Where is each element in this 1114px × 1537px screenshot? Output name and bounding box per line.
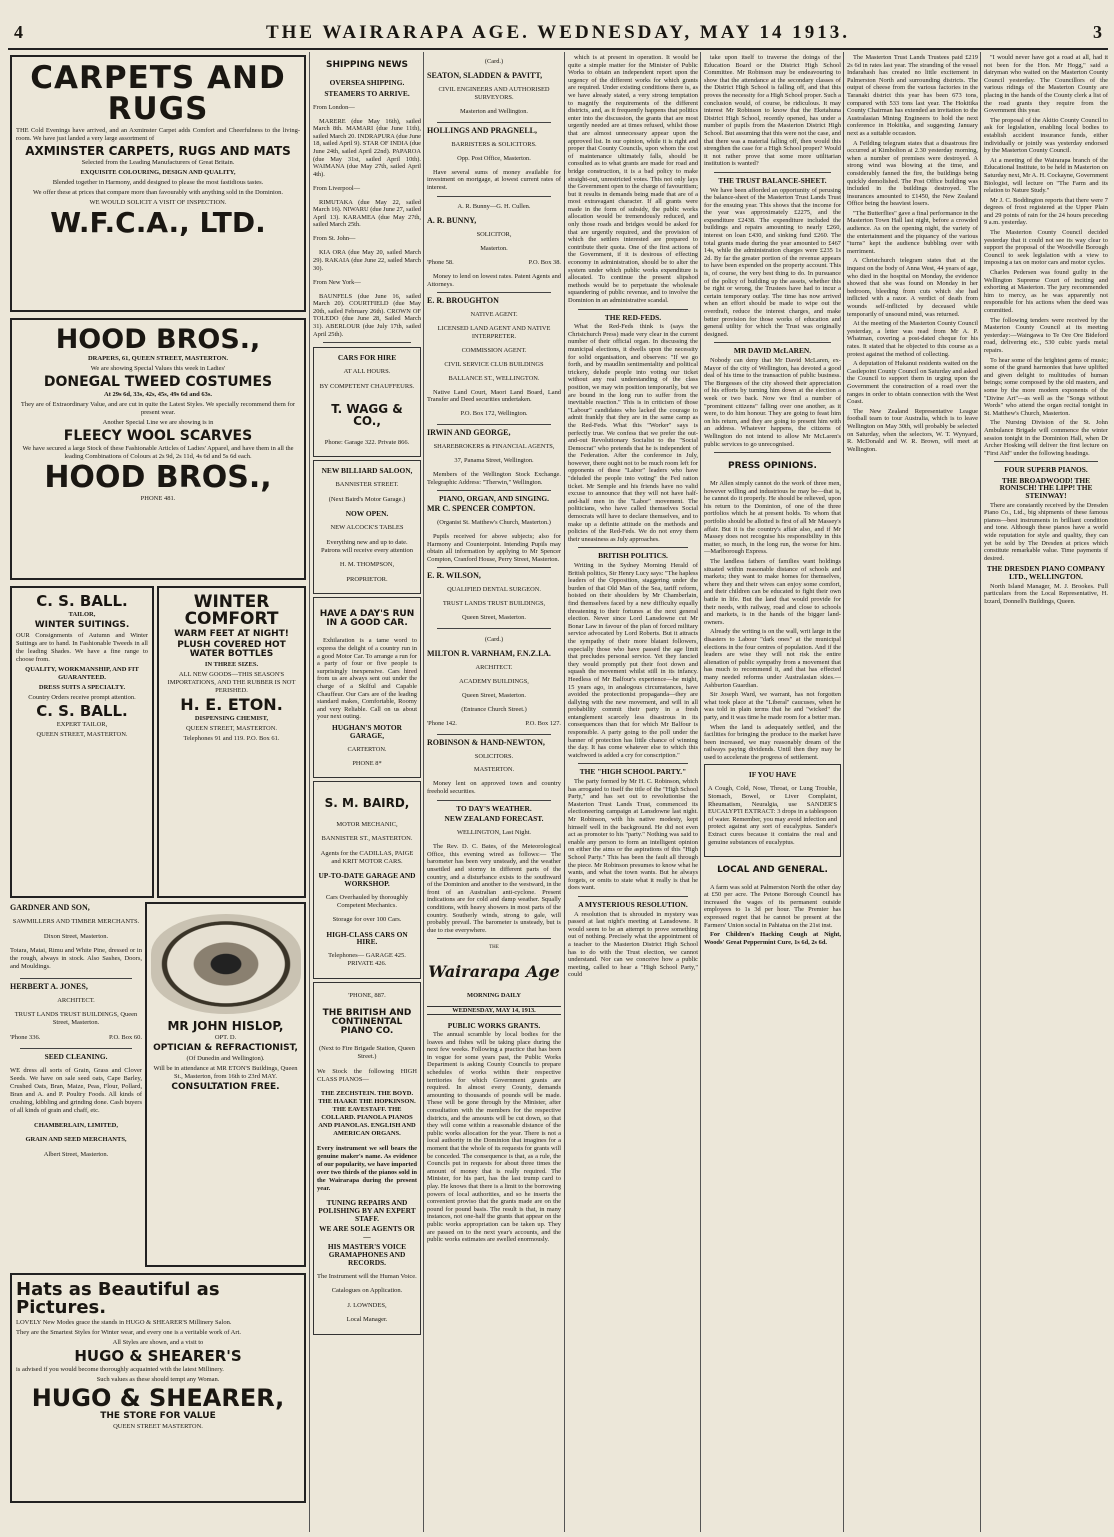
hislop-deg: OPT. D.	[214, 1034, 237, 1041]
divider	[437, 490, 551, 491]
piano-tuning: TUNING REPAIRS AND POLISHING BY AN EXPERT STAFF.	[318, 1198, 416, 1223]
column-rule	[423, 52, 424, 1532]
piano-lowndes: J. LOWNDES,	[347, 1301, 387, 1309]
seed-body: WE dress all sorts of Grain, Grass and Clover Seeds. We have on sale seed oats, Cape Barley, Crushed Oats, Bran, Maize, Peas, Flour, Pollard, Bran and A. and P. Poultry Foods. All kinds of crushing, kibbling and grinding done. Cash buyers of all kinds of grain and chaff, etc.	[10, 1067, 142, 1115]
carpets-ad	[10, 55, 306, 312]
divider	[437, 938, 551, 939]
piano-manager: Local Manager.	[346, 1316, 388, 1324]
varnham-contact	[427, 720, 561, 728]
hughan-phone: PHONE 8*	[352, 759, 382, 767]
robinson-body: Money lent on approved town and country freehold securities.	[427, 780, 561, 796]
billiard-thompson: H. M. THOMPSON,	[339, 561, 395, 569]
local-akitio: The proposal of the Akitio County Council to ask for legislation, enabling local bodies to establish accident insurance funds, either individually or jointly was yesterday endorsed by the Masterton County Council.	[984, 116, 1108, 155]
hugo-hats: Hats as Beautiful as Pictures.	[16, 1279, 220, 1318]
overseas-heading: OVERSEA SHIPPING.	[329, 78, 405, 87]
local-farm: At a meeting of the Wairarapa branch of the Educational Institute, to be held in Masterton on Saturday next, Mr A. H. Cockayne, Government Biologist, will lecture on "The Farm and its relation to Nature Study."	[984, 156, 1108, 195]
baird-telephones: Telephones— GARAGE 425. PRIVATE 426.	[328, 952, 406, 968]
ball-country: Country Orders receive prompt attention.	[28, 694, 136, 701]
hugo-name: HUGO & SHEARER'S	[74, 1347, 242, 1365]
irwin-body: Members of the Wellington Stock Exchange. Telegraphic Address: "Therwin," Wellington.	[427, 471, 561, 486]
broughton-ballance: BALLANCE ST., WELLINGTON.	[448, 374, 540, 382]
hughan-ad	[313, 597, 421, 777]
small-ads-row	[10, 902, 306, 1267]
varnham-entr: (Entrance Church Street.)	[461, 705, 527, 713]
irwin-name: IRWIN AND GEORGE,	[427, 428, 511, 438]
stjohn-label: From St. John—	[313, 235, 356, 243]
irwin-trade: SHAREBROKERS & FINANCIAL AGENTS,	[433, 443, 555, 451]
local-county: At the meeting of the Masterton County Council yesterday, a letter was read from Mr A. P. Whatman, covering a post-dated cheque for his rates. It stated that he objected to this course as a protest against the method of collecting.	[847, 320, 978, 358]
page-number: 4	[14, 22, 23, 42]
jones-name: HERBERT A. JONES,	[10, 981, 88, 991]
piano-sole: WE ARE SOLE AGENTS OR—	[319, 1224, 415, 1241]
mystery-heading: A MYSTERIOUS RESOLUTION.	[578, 899, 688, 909]
carpets-exquisite: EXQUISITE COLOURING, DESIGN AND QUALITY,	[80, 169, 236, 176]
eton-goods: ALL NEW GOODS—THIS SEASON'S IMPORTATIONS, AND THE RUBBER IS NOT PERISHED.	[167, 671, 296, 694]
local-council: The Masterton County Council decided yesterday that it could not see its way clear to support the proposal of the Woodville Borough Council to seek legislation with a view to imposing a tax on motor cars and motor cycles.	[984, 229, 1108, 267]
varnham-name: MILTON R. VARNHAM, F.N.Z.I.A.	[427, 648, 551, 658]
eton-plush: PLUSH COVERED HOT WATER BOTTLES	[177, 640, 286, 659]
baird-ad	[313, 781, 421, 979]
billiard-open: NOW OPEN.	[345, 509, 389, 519]
varnham-trade: ARCHITECT.	[475, 663, 513, 671]
varnham-bldg: ACADEMY BUILDINGS,	[459, 677, 529, 685]
eton-ad	[157, 586, 306, 898]
divider	[994, 461, 1098, 462]
local-tenders: The following tenders were received by the Masterton County Council at its meeting yesterday:—Waingawa to Te Ore Ore Bideford road, delivering etc., 530 cubic yards metal repairs.	[984, 316, 1108, 354]
billiard-street: BANNISTER STREET.	[335, 481, 399, 489]
wilson-bldg: TRUST LANDS TRUST BUILDINGS,	[442, 600, 546, 608]
bunny-box: P.O. Box 38.	[528, 258, 561, 266]
local-hogg: "I would never have got a road at all, had it not been for the Hon. Mr Hogg," said a dairyman who waited on the Masterton County Council yesterday. The Councillors of the various ridings of the Masterton County are placing in the hands of the County clerk a list of the road grants they require from the Government this year.	[984, 54, 1108, 115]
broughton-name: E. R. BROUGHTON	[427, 296, 499, 306]
broughton-box: P.O. Box 172, Wellington.	[460, 410, 528, 418]
divider	[437, 567, 551, 568]
local-body: A farm was sold at Palmerston North the other day at £50 per acre. The Petone Borough Council has increased the wages of its permanent outside employees to 1s 3d per hour. The Premier has expressed regret that he cannot be present at the Farmers' Union social in Pahiatua on the 21st inst.	[704, 883, 841, 929]
baird-agents: Agents for the CADILLAS, PAIGE and KRIT MOTOR CARS.	[320, 849, 414, 865]
carpets-firm: W.F.C.A., LTD.	[50, 206, 266, 239]
london-text: MARERE (due May 16th), sailed March 8th. MAMARI (due June 11th), sailed March 20. INDRAPURA (due June 18, sailed April 9). STAR OF INDIA (due June 24th, sailed April 22nd). PAPAROA (due May 31st, sailed April 10th). WAIMANA (due May 27th, sailed April 4th).	[313, 117, 421, 178]
arrive-heading: STEAMERS TO ARRIVE.	[324, 88, 410, 98]
wagg-phone: Phone: Garage 322. Private 866.	[324, 438, 410, 446]
cars-hours: AT ALL HOURS.	[343, 368, 391, 376]
bunny-name: A. R. BUNNY,	[427, 216, 477, 226]
hislop-ad	[145, 902, 306, 1267]
column-local-general	[847, 52, 978, 1532]
liverpool-text: RIMUTAKA (due May 22, sailed March 16). NIWARU (due June 27, sailed April 13). KARAMEA (due May 27th, sailed March 25th.	[313, 198, 421, 229]
cs-ball-ad	[10, 586, 154, 898]
local-heading: LOCAL AND GENERAL.	[717, 864, 828, 875]
hughan-name: HUGHAN'S MOTOR GARAGE,	[332, 722, 402, 740]
bunny-loc: Masterton.	[480, 245, 508, 252]
hood-bros-ad	[10, 318, 306, 580]
carpets-intro: THE Cold Evenings have arrived, and an Axminster Carpet adds Comfort and Cheerfulness to the living-room. We have just landed a very large assortment of	[16, 127, 300, 142]
hugo-such: Such values as these should tempt any Woman.	[96, 1376, 220, 1383]
hsp-heading: THE "HIGH SCHOOL PARTY."	[579, 767, 687, 777]
jones-contact	[10, 1034, 142, 1042]
divider	[437, 734, 551, 735]
piano-co-name: THE BRITISH AND CONTINENTAL PIANO CO.	[322, 1008, 412, 1037]
column-advertisements	[8, 52, 308, 1532]
paper-the: THE	[489, 945, 499, 951]
column-shipping	[313, 52, 421, 1532]
hood-prices: At 29s 6d, 33s, 42s, 45s, 49s 6d and 63s.	[104, 391, 212, 398]
hollings-addr: Opp. Post Office, Masterton.	[457, 154, 531, 162]
spencer-name: MR C. SPENCER COMPTON.	[427, 503, 536, 513]
seaton-trade: CIVIL ENGINEERS AND AUTHORISED SURVEYORS.	[438, 86, 550, 101]
paper-date: WEDNESDAY, MAY 14, 1913.	[427, 1006, 561, 1016]
hood-phone: PHONE 481.	[140, 495, 176, 502]
hugo-street: QUEEN STREET MASTERTON.	[113, 1423, 203, 1430]
ball-street: QUEEN STREET, MASTERTON.	[36, 731, 128, 738]
hood-value: They are of Extraordinary Value, and are cut in quite the Latest Styles. We specially recommend them for present wear.	[20, 401, 296, 416]
mclaren-heading: MR DAVID McLAREN.	[733, 346, 812, 356]
weather-dateline: WELLINGTON, Last Night.	[456, 829, 532, 837]
column-rule	[309, 52, 310, 1532]
divider	[714, 172, 831, 173]
hood-donegal: DONEGAL TWEED COSTUMES	[43, 374, 273, 390]
robinson-trade: SOLICITORS.	[474, 752, 514, 760]
billiard-tables: NEW ALCOCK'S TABLES	[330, 524, 404, 532]
hugo-advised: is advised if you would become thoroughly acquainted with the latest Millinery.	[16, 1366, 224, 1373]
page-corner-mark: 3	[1093, 22, 1102, 42]
dresden-addr: North Island Manager, M. J. Brookes. Full particulars from the Local Representative, H. Izzard, Donnell's Buildings, Queen.	[984, 582, 1108, 605]
local-pedersen: Charles Pedersen was found guilty in the Wellington Supreme Court of inciting and exhorting at Masterton. The jury recommended him to mercy, as he was apparently not responsible for his actions when the deed was committed.	[984, 269, 1108, 314]
eton-sizes: IN THREE SIZES.	[204, 661, 259, 668]
hood-name: HOOD BROS.,	[55, 324, 261, 355]
spencer-body: Pupils received for above subjects; also for Harmony and Counterpoint. Intending Pupils may obtain all information by applying to Mr Spencer Compton, Cranford House, Perry Street, Masterton.	[427, 532, 561, 563]
card-label-2: (Card.)	[484, 635, 504, 643]
baird-overhauled: Cars Overhauled by thoroughly Competent Mechanics.	[325, 893, 409, 909]
hugo-smartest: They are the Smartest Styles for Winter wear, and every one is a veritable work of Art.	[16, 1329, 241, 1336]
local-music: To hear some of the brightest gems of music; some of the grand harmonies that have uplifted and given delight to multitudes of human beings; some composed by the old masters, and some by the more modern exponents of the "Divine Art"—as well as the "Songs without Words" who attend the organ recital tonight in St. Matthew's Church, Masterton.	[984, 356, 1108, 417]
ball-name-2: C. S. BALL.	[36, 702, 128, 720]
gardner-name: GARDNER AND SON,	[10, 903, 90, 912]
bunny-money: Money to lend on lowest rates. Patent Agents and Attorneys.	[427, 272, 561, 288]
wagg-name: T. WAGG & CO.,	[331, 401, 403, 428]
pwg-heading: PUBLIC WORKS GRANTS.	[447, 1020, 541, 1030]
column-rule	[980, 52, 981, 1532]
hugo-shearer-ad	[10, 1273, 306, 1503]
eton-street: QUEEN STREET, MASTERTON.	[185, 725, 278, 732]
hislop-consult: CONSULTATION FREE.	[171, 1082, 280, 1092]
ball-name: C. S. BALL.	[36, 592, 128, 610]
ifyou-heading: IF YOU HAVE	[748, 770, 797, 780]
hugo-name-2: HUGO & SHEARER,	[31, 1384, 285, 1412]
piano-co-ad	[313, 982, 421, 1335]
carpets-sub: AXMINSTER CARPETS, RUGS AND MATS	[25, 144, 291, 158]
divider	[578, 763, 688, 764]
redfeds-heading: THE RED-FEDS.	[604, 312, 662, 322]
liverpool-label: From Liverpool—	[313, 184, 361, 192]
bunny-names: A. R. Bunny—G. H. Cullen.	[457, 203, 531, 211]
hollings-trade: BARRISTERS & SOLICITORS.	[451, 140, 537, 148]
ball-expert: EXPERT TAILOR,	[56, 721, 108, 728]
pwg-continued: which is at present in operation. It would be quite a simple matter for the Minister of Public Works to obtain an independent report upon the urgency of the different works for which grants are required. Under existing conditions there is, as we have already stated, a very strong temptation to magnify the requirements of the different districts, and, as it frequently happens that politics enter into the discussion, the grants that are most urgently needed are at times refused, whilst those that are almost unnecessary appear upon the approved list. In our opinion, while it is right and proper that County Councils, upon whom the cost of maintenance ultimately falls, should be consulted as to what grants are made for road and bridge construction, it is a bad policy to make straight-out, unrestricted votes. This not only lays the Government open to the charge of favouritism; but it results in demands being made that are of a most extravagant character. If all grants were made in the form of subsidy, the public works allocation would be tremendously reduced, and only those roads and bridges would be asked for that are urgently required, and the provision of which the settlers interested are prepared to contribute their quota. One of the first actions of the Government, if it is desirous of effecting economy in administration, should be to alter the system under which public works expenditure is allocated. To continue the present slipshod methods would be to perpetuate the wholesale squandering of public revenue, and to involve the Dominion in an administrative scandal.	[568, 54, 698, 304]
spencer-heading: PIANO, ORGAN, AND SINGING.	[438, 494, 550, 504]
jones-box: P.O. Box 60.	[108, 1033, 142, 1041]
piano-hmv: HIS MASTER'S VOICE GRAMAPHONES AND RECORDS.	[327, 1242, 407, 1267]
local-fire: A Feilding telegram states that a disastrous fire occurred at Kimbolton at 2.30 yesterday morning, when a number of premises were destroyed. A strong wind was blowing at the time, and considerably fanned the fire, the buildings being quickly demolished. The Post Office building was included in the buildings destroyed. The insurances amounted to £1450, the New Zealand Office being the heaviest losers.	[847, 139, 978, 208]
seed-street: Albert Street, Masterton.	[43, 1150, 109, 1158]
spencer-org: (Organist St. Matthew's Church, Masterton.)	[437, 518, 551, 526]
varnham-box: P.O. Box 127.	[525, 719, 561, 727]
piano-every: Every instrument we sell bears the genuine maker's name. As evidence of our popularity, we have imported over two thirds of the pianos sold in the Wairarapa during the present year.	[317, 1144, 417, 1192]
ball-eton-row	[10, 586, 306, 898]
hugo-lovely: LOVELY New Modes grace the stands in HUGO & SHEARER'S Millinery Salon.	[16, 1319, 232, 1326]
hood-name-2: HOOD BROS.,	[44, 460, 272, 495]
piano-instrument: The Instrument will the Human Voice.	[317, 1272, 417, 1280]
hsp-body: The party formed by Mr H. C. Robinson, which has arrogated to itself the title of the "High School Party," and has set out to revolutionise the Masterton Trust Lands Trust, commenced its electioneering campaign at Lansdowne last night. Mr Robinson, with his native modesty, kept himself well in the background. He did not even act as promoter to his "party." Nothing was said to enable any person to form an intelligent opinion on either the aims or the aspirations of this "High School Party." This has been the fault all through the piece. Mr Robinson presumes to know what he wants, and what the town wants. But he always forgets, or omits to state what it really is that he does want.	[568, 778, 698, 892]
hood-secured: We have secured a large Stock of these Fashionable Articles of Ladies' Apparel, and have them in all the leading Combinations of Colours at 2s 9d, 2s 11d, 4s 6d and 5s 6d each.	[22, 445, 294, 460]
local-ambulance: The Nursing Division of the St. John Ambulance Brigade will commence the winter session tonight in the Dominion Hall, when Dr Archer Hosking will deliver the first lecture on "First Aid" under the following headings.	[984, 419, 1108, 457]
jones-trade: ARCHITECT.	[57, 996, 95, 1004]
piano-catalogues: Catalogues on Application.	[331, 1287, 403, 1295]
hood-address: DRAPERS, 61, QUEEN STREET, MASTERTON.	[87, 355, 229, 362]
hislop-name: MR JOHN HISLOP,	[167, 1019, 284, 1033]
hugo-store: THE STORE FOR VALUE	[100, 1411, 216, 1421]
baird-hiclass: HIGH-CLASS CARS ON HIRE.	[326, 929, 408, 947]
broughton-civil: CIVIL SERVICE CLUB BUILDINGS	[444, 360, 544, 368]
ball-dress: DRESS SUITS A SPECIALTY.	[38, 684, 126, 691]
gardner-body: Totara, Matai, Rimu and White Pine, dressed or in the rough, always in stock. Also Sashes, Doors, and Mouldings.	[10, 947, 142, 971]
stjohn-text: KIA ORA (due May 20, sailed March 29). RAKAIA (due June 22, sailed March 30).	[313, 249, 421, 272]
local-football: The New Zealand Representative League football team to tour Australia, which is to leave Wellington on May 30th, will probably be selected on Saturday, when the selectors, W. T. Wynyard, R. McDonald and W. R. Brown, will meet at Wellington.	[847, 407, 978, 453]
hughan-town: CARTERTON.	[347, 745, 387, 753]
local-christchurch: A Christchurch telegram states that at the inquest on the body of Anna West, 44 years of age, who died in the hospital on Monday, the evidence showed that she was found on Monday in her bedroom, bleeding from cuts which she had inflicted with a razor. A verdict of death from wounds self-inflicted by deceased while temporarily of unsound mind, was returned.	[847, 257, 978, 318]
eton-phone: Telephones 91 and 119. P.O. Box 61.	[183, 735, 280, 742]
column-rule	[700, 52, 701, 1532]
local-butterflies: "The Butterflies" gave a final performance in the Masterton Town Hall last night, before a crowded audience. As on the opening night, the variety of the entertainment and the piquancy of the various "turns" kept the audience bubbling over with merriment.	[847, 209, 978, 255]
baird-uptodate: UP-TO-DATE GARAGE AND WORKSHOP.	[318, 871, 416, 888]
weather-forecast: NEW ZEALAND FORECAST.	[444, 814, 544, 824]
hollings-name: HOLLINGS AND PRAGNELL,	[427, 125, 538, 135]
divider	[437, 196, 551, 197]
wagg-ad	[313, 347, 421, 457]
bunny-contact	[427, 259, 561, 267]
local-items-1: The Masterton Trust Lands Trustees paid £219 2s 6d in rates last year. The stranding of the vessel Indarahash has created no little excitement in Palmerston North and surrounding districts. The output of cheese from the various factories in the Taranaki district this year has been 673 tons, compared with 533 tons last year. The Hokitika County Chairman has extended an invitation to the Australasian Mining Engineers to hold the next conference in Hokitika, and suggesting January next as a suitable occasion.	[847, 54, 978, 137]
press-already: Already the writing is on the wall, writ large in the disasters to Labour "dark ones" at the municipal elections in the four centres of population. And if the leaders are wise they will not risk the entire alienation of public sympathy from a movement that has much to recommend it, and that has effected many needed reforms under Australasian skies.—Ashburton Guardian.	[704, 628, 841, 689]
jones-building: TRUST LANDS TRUST BUILDINGS, Queen Street, Masterton.	[14, 1011, 138, 1027]
london-label: From London—	[313, 103, 355, 111]
hollings-body: Have several sums of money available for investment on mortgage, at lowest current rates of interest.	[427, 168, 561, 192]
mystery-body: A resolution that is shrouded in mystery was passed at last night's meeting at Lansdowne. It would seem to be an attempt to prove something out of nothing. Precisely what the appointment of a teacher to the Masterton District High School has to do with the Trust election, we cannot understand. Nor can we conceive how a public meeting, called to hear a "High School Party," could	[568, 910, 698, 979]
eton-warm: WARM FEET AT NIGHT!	[174, 629, 289, 639]
column-rule	[564, 52, 565, 1532]
carpets-blended: Blended together in Harmony, andd designed to please the most fastidious tastes.	[52, 179, 264, 186]
wilson-name: E. R. WILSON,	[427, 571, 481, 581]
divider	[323, 342, 411, 343]
mclaren-body: Nobody can deny that Mr David McLaren, ex-Mayor of the city of Wellington, has devoted a good deal of his time to the transaction of public business. The Burgesses of the city showed their appreciation of his efforts by turning him down at the election a week or two back. Now we find a number of "prominent citizens" falling over one another, as it were, to do him honour. They are going to feast him on his return, and they are going to present him with an address. Whatever happens, the citizens of Wellington do not intend to allow Mr McLaren's public services to go unrecognised.	[704, 356, 841, 448]
ball-winter: WINTER SUITINGS.	[34, 620, 130, 630]
redfeds-body: What the Red-Feds think is (says the Christchurch Press) made very clear in the current number of their official organ. In discussing the municipal elections, it dwells upon the necessity for solid organisation, and observes: "If we go forth, and by maudlin sentimentality and political trickery, delude people into voting our ticket without any real understanding of the class position, we may win position temporarily, but we are bound in the long run to suffer from the inevitable reaction." This is in criticism of those "Labour" candidates who lacked the courage to admit frankly that they are in the same camp as the Red-Feds. What this "Worker" says is perfectly true. We confess that we prefer the out-and-out Revolutionary Socialist to the "Social Democrat" who pretends that he is independent of the Federation. After the conference in July, however, there ought not to be much room left for opponents of these "Labor" leaders who have "deluded the people into voting" the Fed ration ticket. Mr Semple and his friends have no valid excuse to announce that they will not have half-and-half men in the "Labor" movement. The politicians, who have called themselves Social democrats will have to declare themselves, and to make up a definite attitude on the methods and policies of the Red-Feds. We do not envy them their uneasiness as July approaches.	[568, 323, 698, 543]
page-title: THE WAIRARAPA AGE. WEDNESDAY, MAY 14 1913.	[265, 22, 851, 43]
hood-showing: We are showing Special Values this week in Ladies'	[90, 365, 226, 372]
pianos-body: There are constantly received by the Dresden Piano Co., Ltd., big shipments of these famous pianos—best instruments in brilliant condition and tone. Although these pianos have a world wide reputation for style and quality, they can yet be sold by The Dresden at prices which constitute remarkable value. Time payments if desired.	[984, 501, 1108, 562]
billiard-ad	[313, 460, 421, 594]
newyork-text: BAUNFELS (due June 16, sailed March 20). COURTFIELD (due May 20th, sailed February 26th). CROWN OF TOLEDO (due June 28, Sailed March 31). ABERLOUR (due July 17th, sailed April 25th).	[313, 292, 421, 338]
ball-quality: QUALITY, WORKMANSHIP, AND FIT GUARANTEED.	[25, 666, 139, 681]
cars-heading: CARS FOR HIRE	[337, 353, 397, 363]
divider	[437, 628, 551, 629]
baird-storage: Storage for over 100 Cars.	[332, 916, 402, 924]
trust-body: We have been afforded an opportunity of perusing the balance-sheet of the Masterton Trust Lands Trust for the ensuing year. This shows that the income for the year was approximately £2275, and the expenditure £2438. The expenditure included the buildings and repairs amounting to nearly £260, interest on loan £430, and sinking fund £260. The total grants made during the year amounted to £467 14s, while the administration charges were £235 1s 2d. By far the greater portion of the revenue appears to have been expended on the property account. This is, of course, the very best thing to do. In pursuance of the policy of building up the assets, whether this be right or wrong, the Trustees have had to incur a certain temporary outlay. The time has now arrived when an effort should be made to wipe out the overdraft, reduce the interest charges, and make better provision for those works of education and general utility for which the Trust was originally designed.	[704, 186, 841, 338]
dresden-name: THE DRESDEN PIANO COMPANY LTD., WELLINGTON.	[986, 564, 1106, 581]
local-boddington: Mr J. C. Boddington reports that there were 7 degrees of frost registered at the Upper Plain and 29 points of rain for the 24 hours preceding 9 a.m. yesterday.	[984, 196, 1108, 227]
local-hukanui: A deputation of Hukanui residents waited on the Castlepoint County Council on Saturday and asked the Council to support them in urging upon the Government the construction of a road over the ranges in order to obtain connection with the West Coast.	[847, 360, 978, 406]
column-rule	[843, 52, 844, 1532]
divider	[437, 424, 551, 425]
children-cure: For Children's Hacking Cough at Night, Woods' Great Peppermint Cure, 1s 6d, 2s 6d.	[704, 931, 841, 946]
divider	[437, 122, 551, 123]
seed-firm: CHAMBERLAIN, LIMITED,	[34, 1121, 118, 1129]
bunny-trade: SOLICITOR,	[476, 231, 512, 239]
british-body: Writing in the Sydney Morning Herald of British politics, Sir Henry Lucy says: "The hapless leaders of the Opposition, staggering under the burden of that Old Man of the Sea, tariff reform, hoisted on their shoulders by Mr Chamberlain, find themselves faced by a new difficulty equally threatening to their fortunes at the next general election. Never since Lord Lansdowne cut Mr Bonar Law in favour of the plan of forced military service advocated by Lord Roberts. But it attracts the sympathy of their more blatant followers, especially those who have passed the age limit that precludes personal service. Yet they fancied they would promptly put their foot down and squash the movement whilst still in its infancy. Heedless of Mr Balfour's experience—he might, 15 years ago, in analogous circumstances, have avoided the protectionist propaganda—they are dallying with the new movement, and will in all probability commit their party in a fresh entanglement scarcely less disastrous in its consequences than that for which Mr Balfour is responsible. A party going to the poll under the banner of protection has little chance of winning the day. It has come whatever else to which this watchword is added a cry for conscription."	[568, 562, 698, 759]
billiard-proprietor: PROPRIETOR.	[346, 575, 388, 583]
seaton-loc: Masterton and Wellington.	[459, 107, 529, 115]
gardner-trade: SAWMILLERS AND TIMBER MERCHANTS.	[12, 918, 140, 926]
press-body: Mr Allen simply cannot do the work of three men, however willing and industrious he may be—that is, he cannot do it properly. He should be relieved, upon his return to the Dominion, of one of the three portfolios which he at present holds. To whom that portfolio should be allotted is first of all Mr Massey's affair. But it is the country's affair also, and if Mr Massey does not recognise his responsibility in this matter, so much, in the long run, the worse for him.—Marlborough Express.	[704, 480, 841, 556]
pianos-heading: FOUR SUPERB PIANOS.	[1004, 465, 1088, 475]
weather-body: The Rev. D. C. Bates, of the Meteorological Office, this evening wired as follows:— The barometer has been very unsteady, and the weather unsettled and stormy in different parts of the country, and a disturbance exists to the southward of the Dominion and another to the westward, in the front of an Australian anti-cyclone. Present indications are for cold and damp weather. Squally conditions, with heavy showers in most parts of the country. Southerly winds, strong to gale, will probably prevail. The barometer is unsteady, but is due to rise everywhere.	[427, 843, 561, 934]
eucalypti-ad	[704, 764, 841, 856]
paper-name: Wairarapa Age	[428, 961, 560, 981]
piano-stock: We Stock the following HIGH CLASS PIANOS—	[317, 1067, 417, 1083]
column-news	[704, 52, 841, 1532]
divider	[437, 800, 551, 801]
divider	[714, 452, 831, 453]
broughton-commission: COMMISSION AGENT.	[461, 346, 527, 354]
carpets-heading: CARPETS AND RUGS	[30, 60, 286, 127]
baird-trade: MOTOR MECHANIC,	[336, 820, 398, 828]
broughton-lic: LICENSED LAND AGENT AND NATIVE INTERPRETER.	[437, 325, 551, 340]
masthead	[8, 20, 1108, 50]
hood-fleecy: FLEECY WOOL SCARVES	[63, 428, 253, 444]
wilson-trade: QUALIFIED DENTAL SURGEON.	[447, 586, 541, 594]
ifyou-body: A Cough, Cold, Nose, Throat, or Lung Trouble, Stomach, Bowel, or Liver Complaint, Rheumatism, Neuralgia, use SANDER'S EUCALYPTI EXTRACT: 3 drops in a tablespoon of water. Remember, you may avoid infection and protect against any sort of eucalyptus. Sander's Extract cures because it contains the real and genuine substances of eucalyptus.	[708, 785, 837, 846]
column-professional-cards	[427, 52, 561, 1532]
hislop-trade: OPTICIAN & REFRACTIONIST,	[153, 1043, 298, 1053]
pianos-broadwood: THE BROADWOOD! THE RONISCH! THE LIPP! THE STEINWAY!	[999, 475, 1093, 501]
small-ads-left	[10, 902, 145, 1267]
piano-phone: 'PHONE, 887.	[348, 992, 386, 1000]
broughton-trade: NATIVE AGENT.	[470, 311, 518, 319]
carpets-solicit: WE WOULD SOLICIT A VISIT OF INSPECTION.	[89, 199, 227, 206]
piano-list: THE ZECHSTEIN. THE BOYD. THE HAAKE THE HOPKINSON. THE EAVESTAFF. THE COLLARD. PIANOLA PIANOS AND PIANOLAS. ENGLISH AND AMERICAN ORGANS.	[318, 1090, 416, 1138]
irwin-addr: 37, Panama Street, Wellington.	[454, 457, 534, 465]
divider	[578, 896, 688, 897]
column-editorial	[568, 52, 698, 1532]
trust-heading: THE TRUST BALANCE-SHEET.	[718, 175, 827, 185]
press-land: When the land is adequately settled, and the facilities for bringing the produce to the market have been increased, we may reasonably dream of the railways paying dividends. Until then they may be used to accelerate the progress of settlement.	[704, 723, 841, 761]
billiard-everything: Everything new and up to date. Patrons will receive every attention	[320, 538, 414, 554]
hugo-all: All Styles are shown, and a visit to	[112, 1339, 204, 1346]
varnham-loc: Queen Street, Masterton.	[462, 691, 526, 699]
baird-street: BANNISTER ST., MASTERTON.	[321, 835, 413, 843]
varnham-phone: 'Phone 142.	[427, 719, 457, 727]
run-heading: HAVE A DAY'S RUN IN A GOOD CAR.	[319, 609, 415, 629]
eton-chemist: DISPENSING CHEMIST,	[194, 715, 269, 722]
divider	[20, 1048, 132, 1049]
ball-body: OUR Consignments of Autumn and Winter Suitings are to hand. In Fashionable Tweeds in all the leading Shades. We have a fine range to choose from.	[16, 632, 148, 663]
cars-chauffeurs: BY COMPETENT CHAUFFEURS.	[319, 382, 415, 390]
baird-name: S. M. BAIRD,	[324, 795, 410, 810]
billiard-garage: (Next Baird's Motor Garage.)	[328, 495, 406, 503]
piano-fire: (Next to Fire Brigade Station, Queen Street.)	[318, 1045, 416, 1061]
card-label: (Card.)	[484, 58, 504, 66]
seed-heading: SEED CLEANING.	[44, 1052, 108, 1062]
hood-another: Another Special Line we are showing is in	[102, 419, 214, 426]
ball-trade: TAILOR,	[68, 611, 96, 618]
eton-winter: WINTER COMFORT	[184, 592, 279, 629]
divider	[578, 309, 688, 310]
divider	[714, 342, 831, 343]
press-landless: The landless fathers of families want holdings situated within reasonable distance of schools and markets; they want to make homes for themselves, where they and their wives can enjoy some comfort, and their children can be educated to fight their own battle in life. But the land that would provide for their needs, with railway, road and close to schools and markets, is in the hands of the bigger land-owners.	[704, 558, 841, 626]
wilson-loc: Queen Street, Masterton.	[462, 614, 526, 622]
carpets-selected: Selected from the Leading Manufacturers of Great Britain.	[81, 159, 235, 166]
broughton-native: Native Land Court, Maori Land Board, Land Transfer and Deed securities undertaken.	[427, 388, 561, 404]
carpets-offer: We offer these at prices that compare more than favourably with anything sold in the Dominion.	[33, 189, 283, 196]
hislop-attend: Will be in attendance at MR ETON'S Buildings, Queen St., Masterton, from 16th to 23rd MAY.	[153, 1065, 298, 1080]
column-local-general-2	[984, 52, 1108, 1532]
run-body: Exhilaration is a tame word to express the delight of a country run in a good Motor Car. To arrange a run for a party of four or five people is surprisingly inexpensive. Cars hired from us are always sent out under the charge of a Skilful and Capable Chauffeur. Our Cars are of the leading standard makes, Comfortable, Roomy and very Reliable. Call on us about your next outing.	[317, 637, 417, 721]
british-heading: BRITISH POLITICS.	[598, 551, 668, 561]
weather-heading: TO DAY'S WEATHER.	[456, 803, 532, 813]
mystery-continued: take upon itself to traverse the doings of the Education Board or the District High School Committee. Mr Robinson may be endeavouring to show that the attendance at the secondary classes of the District High School is falling off, and that this proves the necessity for a High School proper. Such a conclusion would, of course, be ridiculous. It may interest Mr Robinson to know that the Eketahuna District High School, recently opened, has under a number of pupils from the Masterton District High School. But assuming that this were not the case, and that there was a material falling off, then would this strengthen the case for a High School proper? Would it not rather prove that some more utilitarian institution is wanted?	[704, 54, 841, 168]
eton-name: H. E. ETON.	[180, 695, 283, 714]
seed-trade: GRAIN AND SEED MERCHANTS,	[25, 1136, 127, 1144]
gardner-street: Dixon Street, Masterton.	[43, 932, 109, 940]
seaton-name: SEATON, SLADDEN & PAVITT,	[427, 71, 543, 81]
robinson-name: ROBINSON & HAND-NEWTON,	[427, 737, 545, 747]
paper-morning: MORNING DAILY	[467, 991, 521, 999]
pwg-body: The annual scramble by local bodies for the loaves and fishes will be taking place during the next few weeks. Following a practice that has been in vogue for some years past, the Public Works Department is asking County Councils to prepare schedules of works within their respective territories for which Government grants are required. In almost every County, demands amounting to thousands of pounds will be made. These will be gone through by the Minister, after consultation with the members for the respective districts, and the amounts will be cut down, so that they will come within a reasonable distance of the public works allocation for the year. There is not a local authority in the Dominion that imagines for a moment that the whole of its requests for grants will be conceded. The consequence is that, as a rule, the Councils put in requests for about three times the amount of money that is really required. The Minister, for his part, has the last trump card to play. He knows that there is a limit to the borrowing powers of local authorities, and so he inserts the convenient proviso that the grants made are on the pound for pound basis. The result is that, in many instances, not one-half the grants that appear on the public works appropriation can be taken up. They are passed on to the next year's accounts, and the public works estimates are swelled enormously.	[427, 1031, 561, 1244]
divider	[437, 292, 551, 293]
billiard-heading: NEW BILLIARD SALOON,	[321, 466, 413, 476]
divider	[578, 547, 688, 548]
shipping-heading: SHIPPING NEWS	[325, 60, 409, 70]
robinson-loc: MASTERTON.	[473, 766, 515, 774]
press-ward: Sir Joseph Ward, we warrant, has not forgotten what took place at the "Liberal" caucuses, when he was told in plain terms that he and "wicked" the party, and it was time he made room for a better man.	[704, 691, 841, 721]
divider	[20, 978, 132, 979]
hislop-from: (Of Dunedin and Wellington).	[186, 1055, 265, 1062]
eye-illustration	[151, 914, 301, 1014]
newyork-label: From New York—	[313, 278, 361, 286]
jones-phone: 'Phone 336.	[10, 1033, 41, 1041]
bunny-phone: 'Phone 58.	[427, 258, 454, 266]
press-heading: PRESS OPINIONS.	[728, 461, 817, 472]
